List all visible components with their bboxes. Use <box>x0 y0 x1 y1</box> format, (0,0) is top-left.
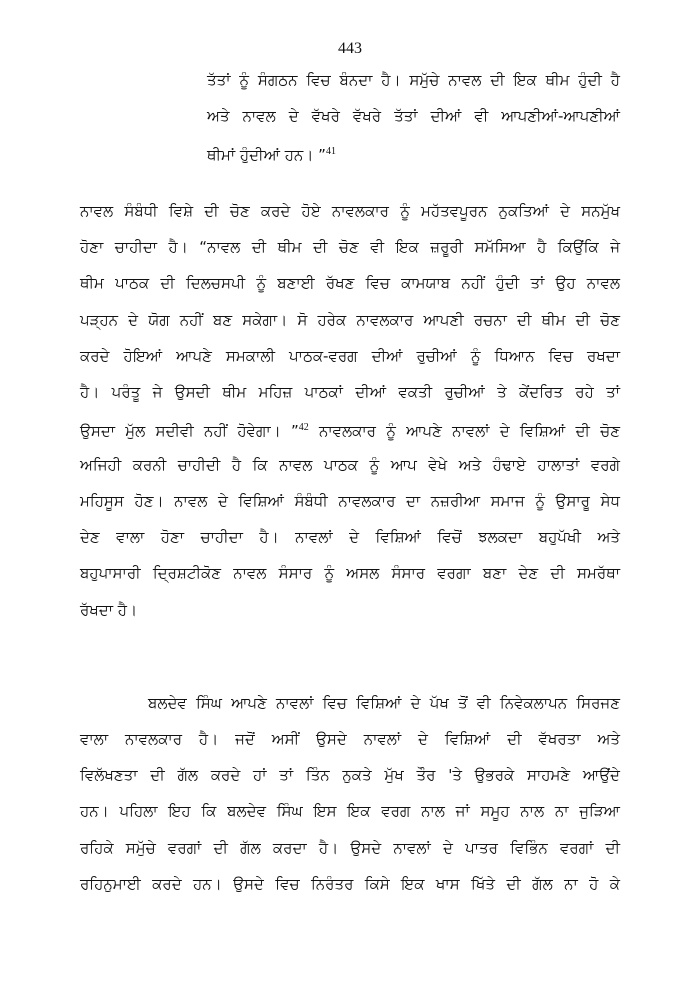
paragraph-line: ਰਹਿਕੇ ਸਮੁੱਚੇ ਵਰਗਾਂ ਦੀ ਗੱਲ ਕਰਦਾ ਹੈ। ਉਸਦੇ ਨਾਵਲਾਂ ਦੇ ਪਾਤਰ ਵਿਭਿੰਨ ਵਰਗਾਂ ਦੀ <box>80 839 620 857</box>
paragraph-line: ਬਹੁਪਾਸਾਰੀ ਦ੍ਰਿਸ਼ਟੀਕੋਣ ਨਾਵਲ ਸੰਸਾਰ ਨੂੰ ਅਸਲ ਸੰਸਾਰ ਵਰਗਾ ਬਣਾ ਦੇਣ ਦੀ ਸਮਰੱਥਾ <box>80 564 620 582</box>
paragraph-line: ਦੇਣ ਵਾਲਾ ਹੋਣਾ ਚਾਹੀਦਾ ਹੈ। ਨਾਵਲਾਂ ਦੇ ਵਿਸ਼ਿਆਂ ਵਿਚੋਂ ਝਲਕਦਾ ਬਹੁਪੱਖੀ ਅਤੇ <box>80 528 620 546</box>
paragraph-line: ਪੜ੍ਹਨ ਦੇ ਯੋਗ ਨਹੀਂ ਬਣ ਸਕੇਗਾ। ਸੋ ਹਰੇਕ ਨਾਵਲਕਾਰ ਆਪਣੀ ਰਚਨਾ ਦੀ ਥੀਮ ਦੀ ਚੋਣ <box>80 311 620 329</box>
paragraph-line: ਹੈ। ਪਰੰਤੂ ਜੇ ਉਸਦੀ ਥੀਮ ਮਹਿਜ਼ ਪਾਠਕਾਂ ਦੀਆਂ ਵਕਤੀ ਰੁਚੀਆਂ ਤੇ ਕੇਂਦਰਿਤ ਰਹੇ ਤਾਂ <box>80 383 620 401</box>
quote-line: ਅਤੇ ਨਾਵਲ ਦੇ ਵੱਖਰੇ ਵੱਖਰੇ ਤੱਤਾਂ ਦੀਆਂ ਵੀ ਆਪਣੀਆਂ-ਆਪਣੀਆਂ <box>207 107 620 125</box>
line-text: ਉਸਦਾ ਮੁੱਲ ਸਦੀਵੀ ਨਹੀਂ ਹੋਵੇਗਾ। ” <box>80 422 299 440</box>
paragraph-line: ਨਾਵਲ ਸੰਬੰਧੀ ਵਿਸ਼ੇ ਦੀ ਚੋਣ ਕਰਦੇ ਹੋਏ ਨਾਵਲਕਾਰ ਨੂੰ ਮਹੱਤਵਪੂਰਨ ਨੁਕਤਿਆਂ ਦੇ ਸਨਮੁੱਖ <box>80 202 620 220</box>
paragraph-line: ਰੱਖਦਾ ਹੈ। <box>80 601 138 619</box>
paragraph-line: ਬਲਦੇਵ ਸਿੰਘ ਆਪਣੇ ਨਾਵਲਾਂ ਵਿਚ ਵਿਸ਼ਿਆਂ ਦੇ ਪੱਖ ਤੋਂ ਵੀ ਨਿਵੇਕਲਾਪਨ ਸਿਰਜਣ <box>148 694 620 712</box>
quote-line: ਤੱਤਾਂ ਨੂੰ ਸੰਗਠਨ ਵਿਚ ਬੰਨਦਾ ਹੈ। ਸਮੁੱਚੇ ਨਾਵਲ ਦੀ ਇਕ ਥੀਮ ਹੁੰਦੀ ਹੈ <box>207 71 620 89</box>
quote-text: ਥੀਮਾਂ ਹੁੰਦੀਆਂ ਹਨ। ” <box>207 146 326 164</box>
paragraph-line: ਹਨ। ਪਹਿਲਾ ਇਹ ਕਿ ਬਲਦੇਵ ਸਿੰਘ ਇਸ ਇਕ ਵਰਗ ਨਾਲ ਜਾਂ ਸਮੂਹ ਨਾਲ ਨਾ ਜੁੜਿਆ <box>80 802 620 820</box>
paragraph-line: ਥੀਮ ਪਾਠਕ ਦੀ ਦਿਲਚਸਪੀ ਨੂੰ ਬਣਾਈ ਰੱਖਣ ਵਿਚ ਕਾਮਯਾਬ ਨਹੀਂ ਹੁੰਦੀ ਤਾਂ ਉਹ ਨਾਵਲ <box>80 274 620 292</box>
paragraph-line: ਹੋਣਾ ਚਾਹੀਦਾ ਹੈ। “ਨਾਵਲ ਦੀ ਥੀਮ ਦੀ ਚੋਣ ਵੀ ਇਕ ਜ਼ਰੂਰੀ ਸਮੱਸਿਆ ਹੈ ਕਿਉਂਕਿ ਜੇ <box>80 238 620 256</box>
paragraph-line: ਅਜਿਹੀ ਕਰਨੀ ਚਾਹੀਦੀ ਹੈ ਕਿ ਨਾਵਲ ਪਾਠਕ ਨੂੰ ਆਪ ਵੇਖੇ ਅਤੇ ਹੰਢਾਏ ਹਾਲਾਤਾਂ ਵਰਗੇ <box>80 456 620 474</box>
footnote-ref-42: 42 <box>298 422 309 433</box>
paragraph-line: ਕਰਦੇ ਹੋਇਆਂ ਆਪਣੇ ਸਮਕਾਲੀ ਪਾਠਕ-ਵਰਗ ਦੀਆਂ ਰੁਚੀਆਂ ਨੂੰ ਧਿਆਨ ਵਿਚ ਰਖਦਾ <box>80 347 620 365</box>
line-text: ਨਾਵਲਕਾਰ ਨੂੰ ਆਪਣੇ ਨਾਵਲਾਂ ਦੇ ਵਿਸ਼ਿਆਂ ਦੀ ਚੋਣ <box>308 422 620 440</box>
page-number: 443 <box>338 40 362 57</box>
paragraph-line: ਰਹਿਨੁਮਾਈ ਕਰਦੇ ਹਨ। ਉਸਦੇ ਵਿਚ ਨਿਰੰਤਰ ਕਿਸੇ ਇਕ ਖਾਸ ਖਿੱਤੇ ਦੀ ਗੱਲ ਨਾ ਹੋ ਕੇ <box>80 875 620 893</box>
paragraph-line <box>80 418 620 441</box>
paragraph-line: ਮਹਿਸੂਸ ਹੋਣ। ਨਾਵਲ ਦੇ ਵਿਸ਼ਿਆਂ ਸੰਬੰਧੀ ਨਾਵਲਕਾਰ ਦਾ ਨਜ਼ਰੀਆ ਸਮਾਜ ਨੂੰ ਉਸਾਰੂ ਸੇਧ <box>80 492 620 510</box>
footnote-ref-41: 41 <box>325 146 336 157</box>
paragraph-line: ਵਿਲੱਖਣਤਾ ਦੀ ਗੱਲ ਕਰਦੇ ਹਾਂ ਤਾਂ ਤਿੰਨ ਨੁਕਤੇ ਮੁੱਖ ਤੌਰ 'ਤੇ ਉਭਰਕੇ ਸਾਹਮਣੇ ਆਉਂਦੇ <box>80 766 620 784</box>
paragraph-line: ਵਾਲਾ ਨਾਵਲਕਾਰ ਹੈ। ਜਦੋਂ ਅਸੀਂ ਉਸਦੇ ਨਾਵਲਾਂ ਦੇ ਵਿਸ਼ਿਆਂ ਦੀ ਵੱਖਰਤਾ ਅਤੇ <box>80 730 620 748</box>
quote-line <box>207 142 620 165</box>
